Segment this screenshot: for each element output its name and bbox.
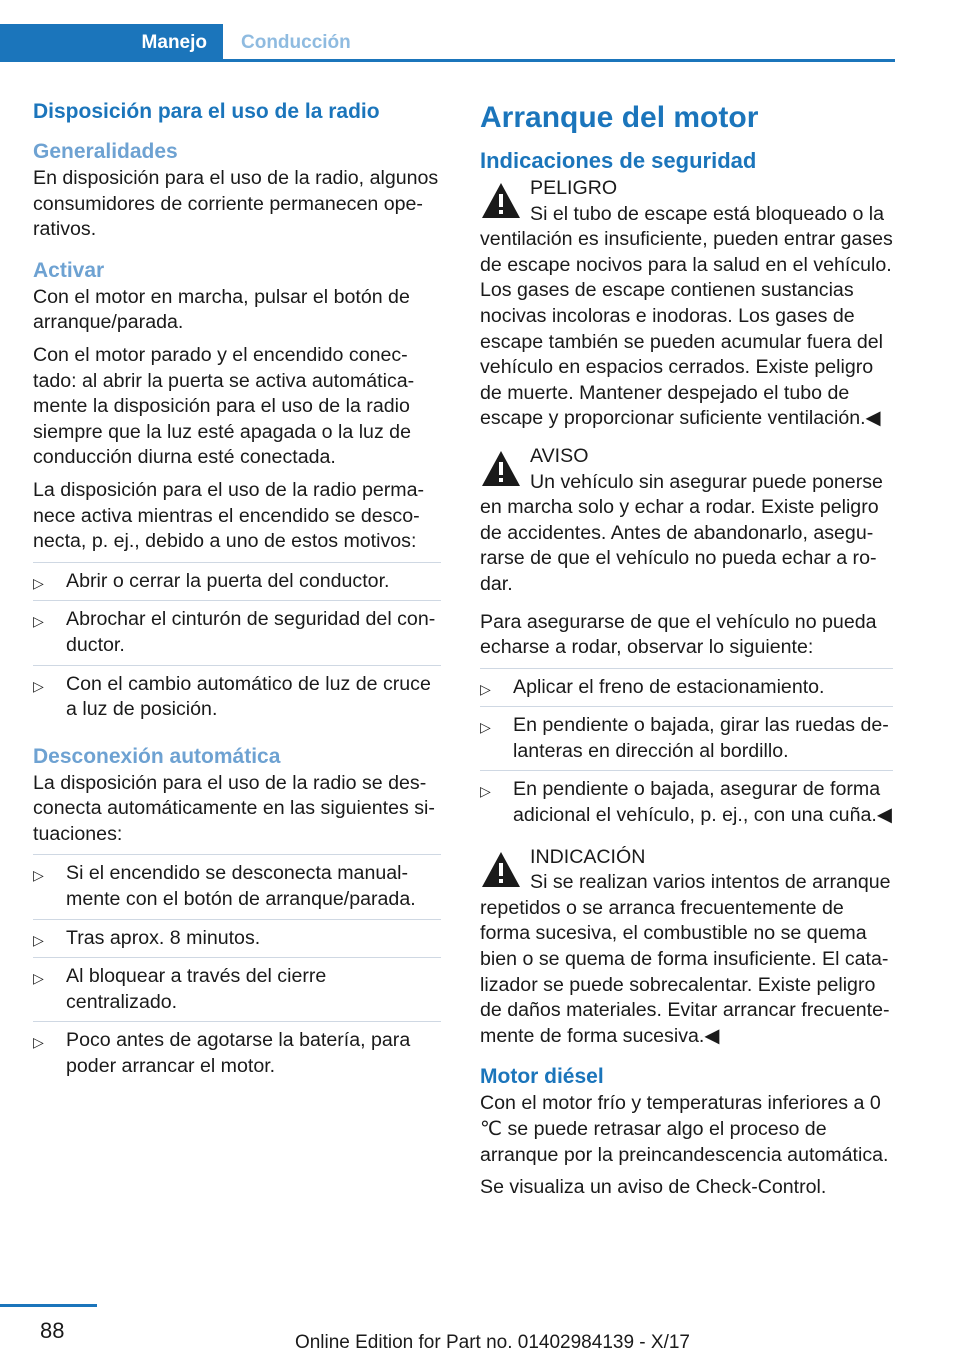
warning-triangle-icon — [480, 448, 522, 490]
warning-triangle-icon — [480, 180, 522, 222]
bullet-triangle-icon: ▷ — [480, 719, 491, 736]
heading-diesel: Motor diésel — [480, 1065, 604, 1089]
header-rule — [0, 59, 895, 62]
heading-generalidades: Generalidades — [33, 140, 178, 163]
activar-list — [33, 562, 441, 729]
text-diesel-2: Se visualiza un aviso de Check-Control. — [480, 1176, 827, 1199]
edition-note: Online Edition for Part no. 01402984139 - X/17 — [294, 1332, 690, 1353]
list-item: ▷ Si el encendido se desconecta manualmente con el botón de arranque/parada. — [33, 854, 441, 918]
list-item: ▷ En pendiente o bajada, asegurar de forma adicional el vehículo, p. ej., con una cuña.◀ — [480, 770, 893, 834]
warning-text: Un vehículo sin asegurar puede ponerse en marcha solo y echar a rodar. Existe peligro de accidentes. Antes de abandonarlo, asegurarse de que el vehículo no pueda echar a rodar. — [480, 470, 883, 595]
header-bar — [0, 24, 895, 62]
bullet-triangle-icon: ▷ — [33, 574, 44, 591]
bullet-triangle-icon: ▷ — [33, 867, 44, 884]
desconexion-list — [33, 854, 441, 1085]
bullet-triangle-icon: ▷ — [33, 613, 44, 630]
warning-indicacion — [480, 845, 893, 1050]
tab-manejo[interactable]: Manejo — [0, 24, 223, 62]
warning-triangle-icon — [480, 849, 522, 891]
warning-text: Si se realizan varios intentos de arranque repetidos o se arranca frecuentemente de forma sucesiva, el combustible no se quema bien o se quema de forma insuficiente. El catalizador se puede sobrecalentar. Existe peligro de daños materiales. Evitar arrancar frecuentemente de forma sucesiva.◀ — [480, 871, 891, 1047]
page-number: 88 — [40, 1318, 65, 1343]
text-activar-3: La disposición para el uso de la radio permanece activa mientras el encendido se desconecta, p. ej., debido a uno de estos motivos: — [33, 478, 425, 553]
list-item: ▷ Abrir o cerrar la puerta del conductor. — [33, 562, 441, 601]
list-item: ▷ Poco antes de agotarse la batería, para poder arrancar el motor. — [33, 1021, 441, 1085]
warning-text: Si el tubo de escape está bloqueado o la ventilación es insuficiente, pueden entrar gases de escape nocivos para la salud en el vehículo. Los gases de escape contienen sustancias nocivas incoloras e inodoras. Los gases de escape también se pueden acumular fuera del vehículo en espacios cerrados. Existe peligro de muerte. Mantener despejado el tubo de escape y proporcionar suficiente ventilación.◀ — [480, 202, 893, 430]
list-item: ▷ Tras aprox. 8 minutos. — [33, 919, 441, 958]
text-activar-2: Con el motor parado y el encendido conectado: al abrir la puerta se activa automáticamente la disposición para el uso de la radio siempre que la luz esté apagada o la luz de conducción diurna esté conectada. — [33, 343, 415, 469]
bullet-triangle-icon: ▷ — [480, 783, 491, 800]
text-aviso: Para asegurarse de que el vehículo no pueda echarse a rodar, observar lo siguiente: — [480, 610, 877, 659]
warning-label: PELIGRO — [530, 177, 618, 199]
warning-aviso — [480, 444, 893, 598]
footer-rule — [0, 1304, 97, 1307]
bullet-triangle-icon: ▷ — [33, 931, 44, 948]
text-activar-1: Con el motor en marcha, pulsar el botón de arranque/parada. — [33, 285, 410, 334]
tab-conduccion[interactable]: Conducción — [241, 32, 351, 53]
page-title: Arranque del motor — [480, 101, 759, 134]
bullet-triangle-icon: ▷ — [33, 677, 44, 694]
list-item: ▷ En pendiente o bajada, girar las ruedas delanteras en dirección al bordillo. — [480, 706, 893, 770]
list-item: ▷ Con el cambio automático de luz de cruce a luz de posición. — [33, 665, 441, 729]
bullet-triangle-icon: ▷ — [33, 1034, 44, 1051]
section-title-radio: Disposición para el uso de la radio — [33, 100, 380, 123]
heading-activar: Activar — [33, 258, 105, 282]
text-generalidades: En disposición para el uso de la radio, algunos consumidores de corriente permanecen operativos. — [33, 167, 439, 241]
warning-label: AVISO — [530, 444, 589, 467]
bullet-triangle-icon: ▷ — [480, 680, 491, 697]
list-item: ▷ Aplicar el freno de estacionamiento. — [480, 668, 893, 707]
list-item: ▷ Al bloquear a través del cierre centralizado. — [33, 957, 441, 1021]
bullet-triangle-icon: ▷ — [33, 970, 44, 987]
right-column — [480, 98, 893, 1208]
heading-desconexion: Desconexión automática — [33, 744, 281, 768]
list-item: ▷ Abrochar el cinturón de seguridad del conductor. — [33, 600, 441, 664]
text-diesel-1: Con el motor frío y temperaturas inferiores a 0 ℃ se puede retrasar algo el proceso de arranque por la preincandescencia automática. — [480, 1092, 889, 1166]
left-column — [33, 98, 441, 1096]
warning-label: INDICACIÓN — [530, 845, 646, 868]
warning-peligro — [480, 176, 893, 432]
aviso-list — [480, 668, 893, 835]
text-desconexion: La disposición para el uso de la radio se desconecta automáticamente en las siguientes situaciones: — [33, 771, 435, 845]
heading-seguridad: Indicaciones de seguridad — [480, 148, 757, 173]
